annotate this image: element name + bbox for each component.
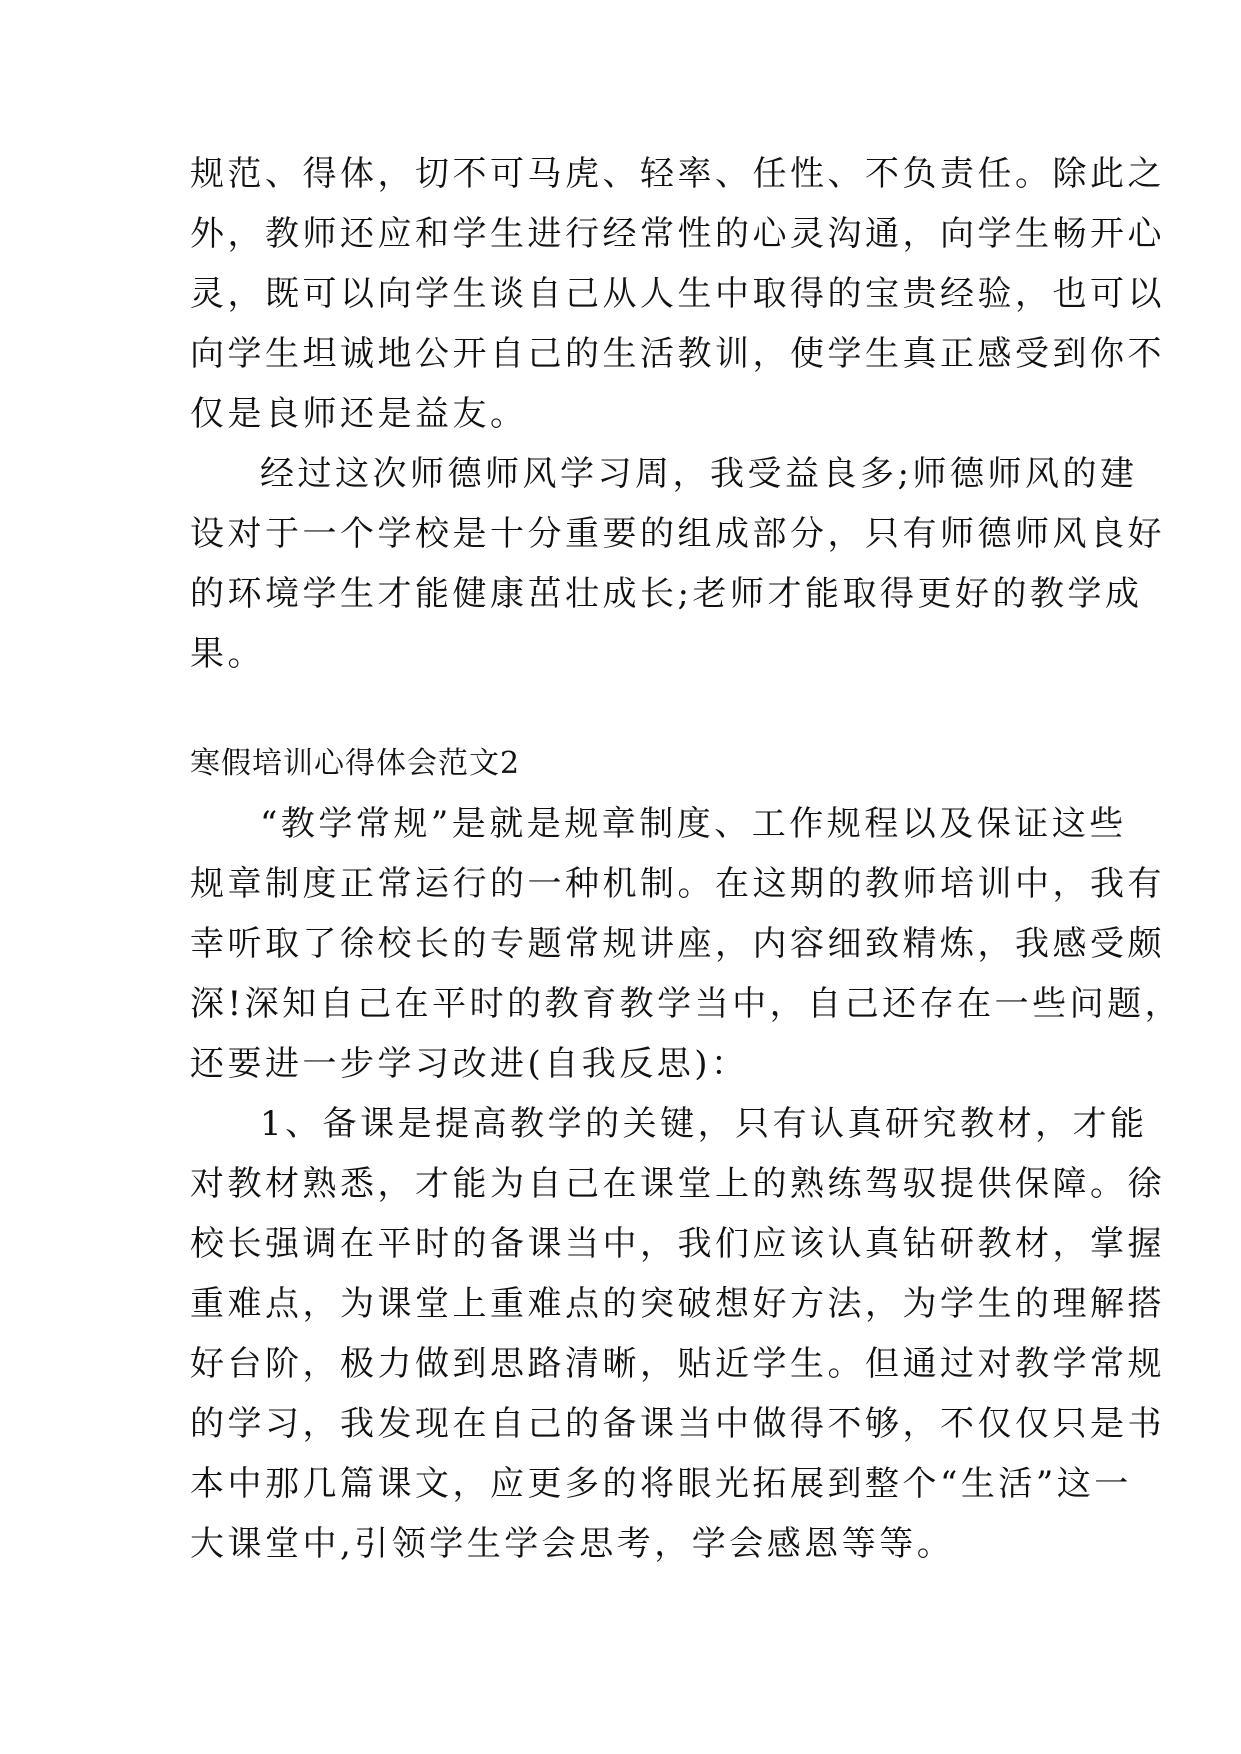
text-line: 本中那几篇课文，应更多的将眼光拓展到整个“生活”这一 <box>190 1464 1132 1504</box>
text-line: 的环境学生才能健康茁壮成长;老师才能取得更好的教学成 <box>190 574 1143 614</box>
text-line: 对教材熟悉，才能为自己在课堂上的熟练驾驭提供保障。徐 <box>190 1164 1165 1204</box>
text-line: 深!深知自己在平时的教育教学当中，自己还存在一些问题， <box>190 984 1183 1024</box>
text-line: 的学习，我发现在自己的备课当中做得不够，不仅仅只是书 <box>190 1404 1165 1444</box>
text-line: 仅是良师还是益友。 <box>190 394 528 434</box>
text-line: 校长强调在平时的备课当中，我们应该认真钻研教材，掌握 <box>190 1224 1165 1264</box>
paragraph-start-line: “教学常规”是就是规章制度、工作规程以及保证这些 <box>260 804 1127 844</box>
text-line: 向学生坦诚地公开自己的生活教训，使学生真正感受到你不 <box>190 334 1165 374</box>
text-line: 规章制度正常运行的一种机制。在这期的教师培训中，我有 <box>190 864 1165 904</box>
section-title: 寒假培训心得体会范文2 <box>190 746 521 781</box>
text-line: 果。 <box>190 634 265 674</box>
text-line: 规范、得体，切不可马虎、轻率、任性、不负责任。除此之 <box>190 154 1165 194</box>
text-line: 幸听取了徐校长的专题常规讲座，内容细致精炼，我感受颇 <box>190 924 1165 964</box>
paragraph-start-line: 1、备课是提高教学的关键，只有认真研究教材，才能 <box>260 1104 1148 1144</box>
text-line: 外，教师还应和学生进行经常性的心灵沟通，向学生畅开心 <box>190 214 1165 254</box>
text-line: 好台阶，极力做到思路清晰，贴近学生。但通过对教学常规 <box>190 1344 1165 1384</box>
text-line: 重难点，为课堂上重难点的突破想好方法，为学生的理解搭 <box>190 1284 1165 1324</box>
text-line: 大课堂中,引领学生学会思考，学会感恩等等。 <box>190 1524 955 1564</box>
paragraph-start-line: 经过这次师德师风学习周，我受益良多;师德师风的建 <box>260 454 1138 494</box>
text-line: 设对于一个学校是十分重要的组成部分，只有师德师风良好 <box>190 514 1165 554</box>
text-line: 灵，既可以向学生谈自己从人生中取得的宝贵经验，也可以 <box>190 274 1165 314</box>
text-line: 还要进一步学习改进(自我反思)： <box>190 1044 749 1084</box>
